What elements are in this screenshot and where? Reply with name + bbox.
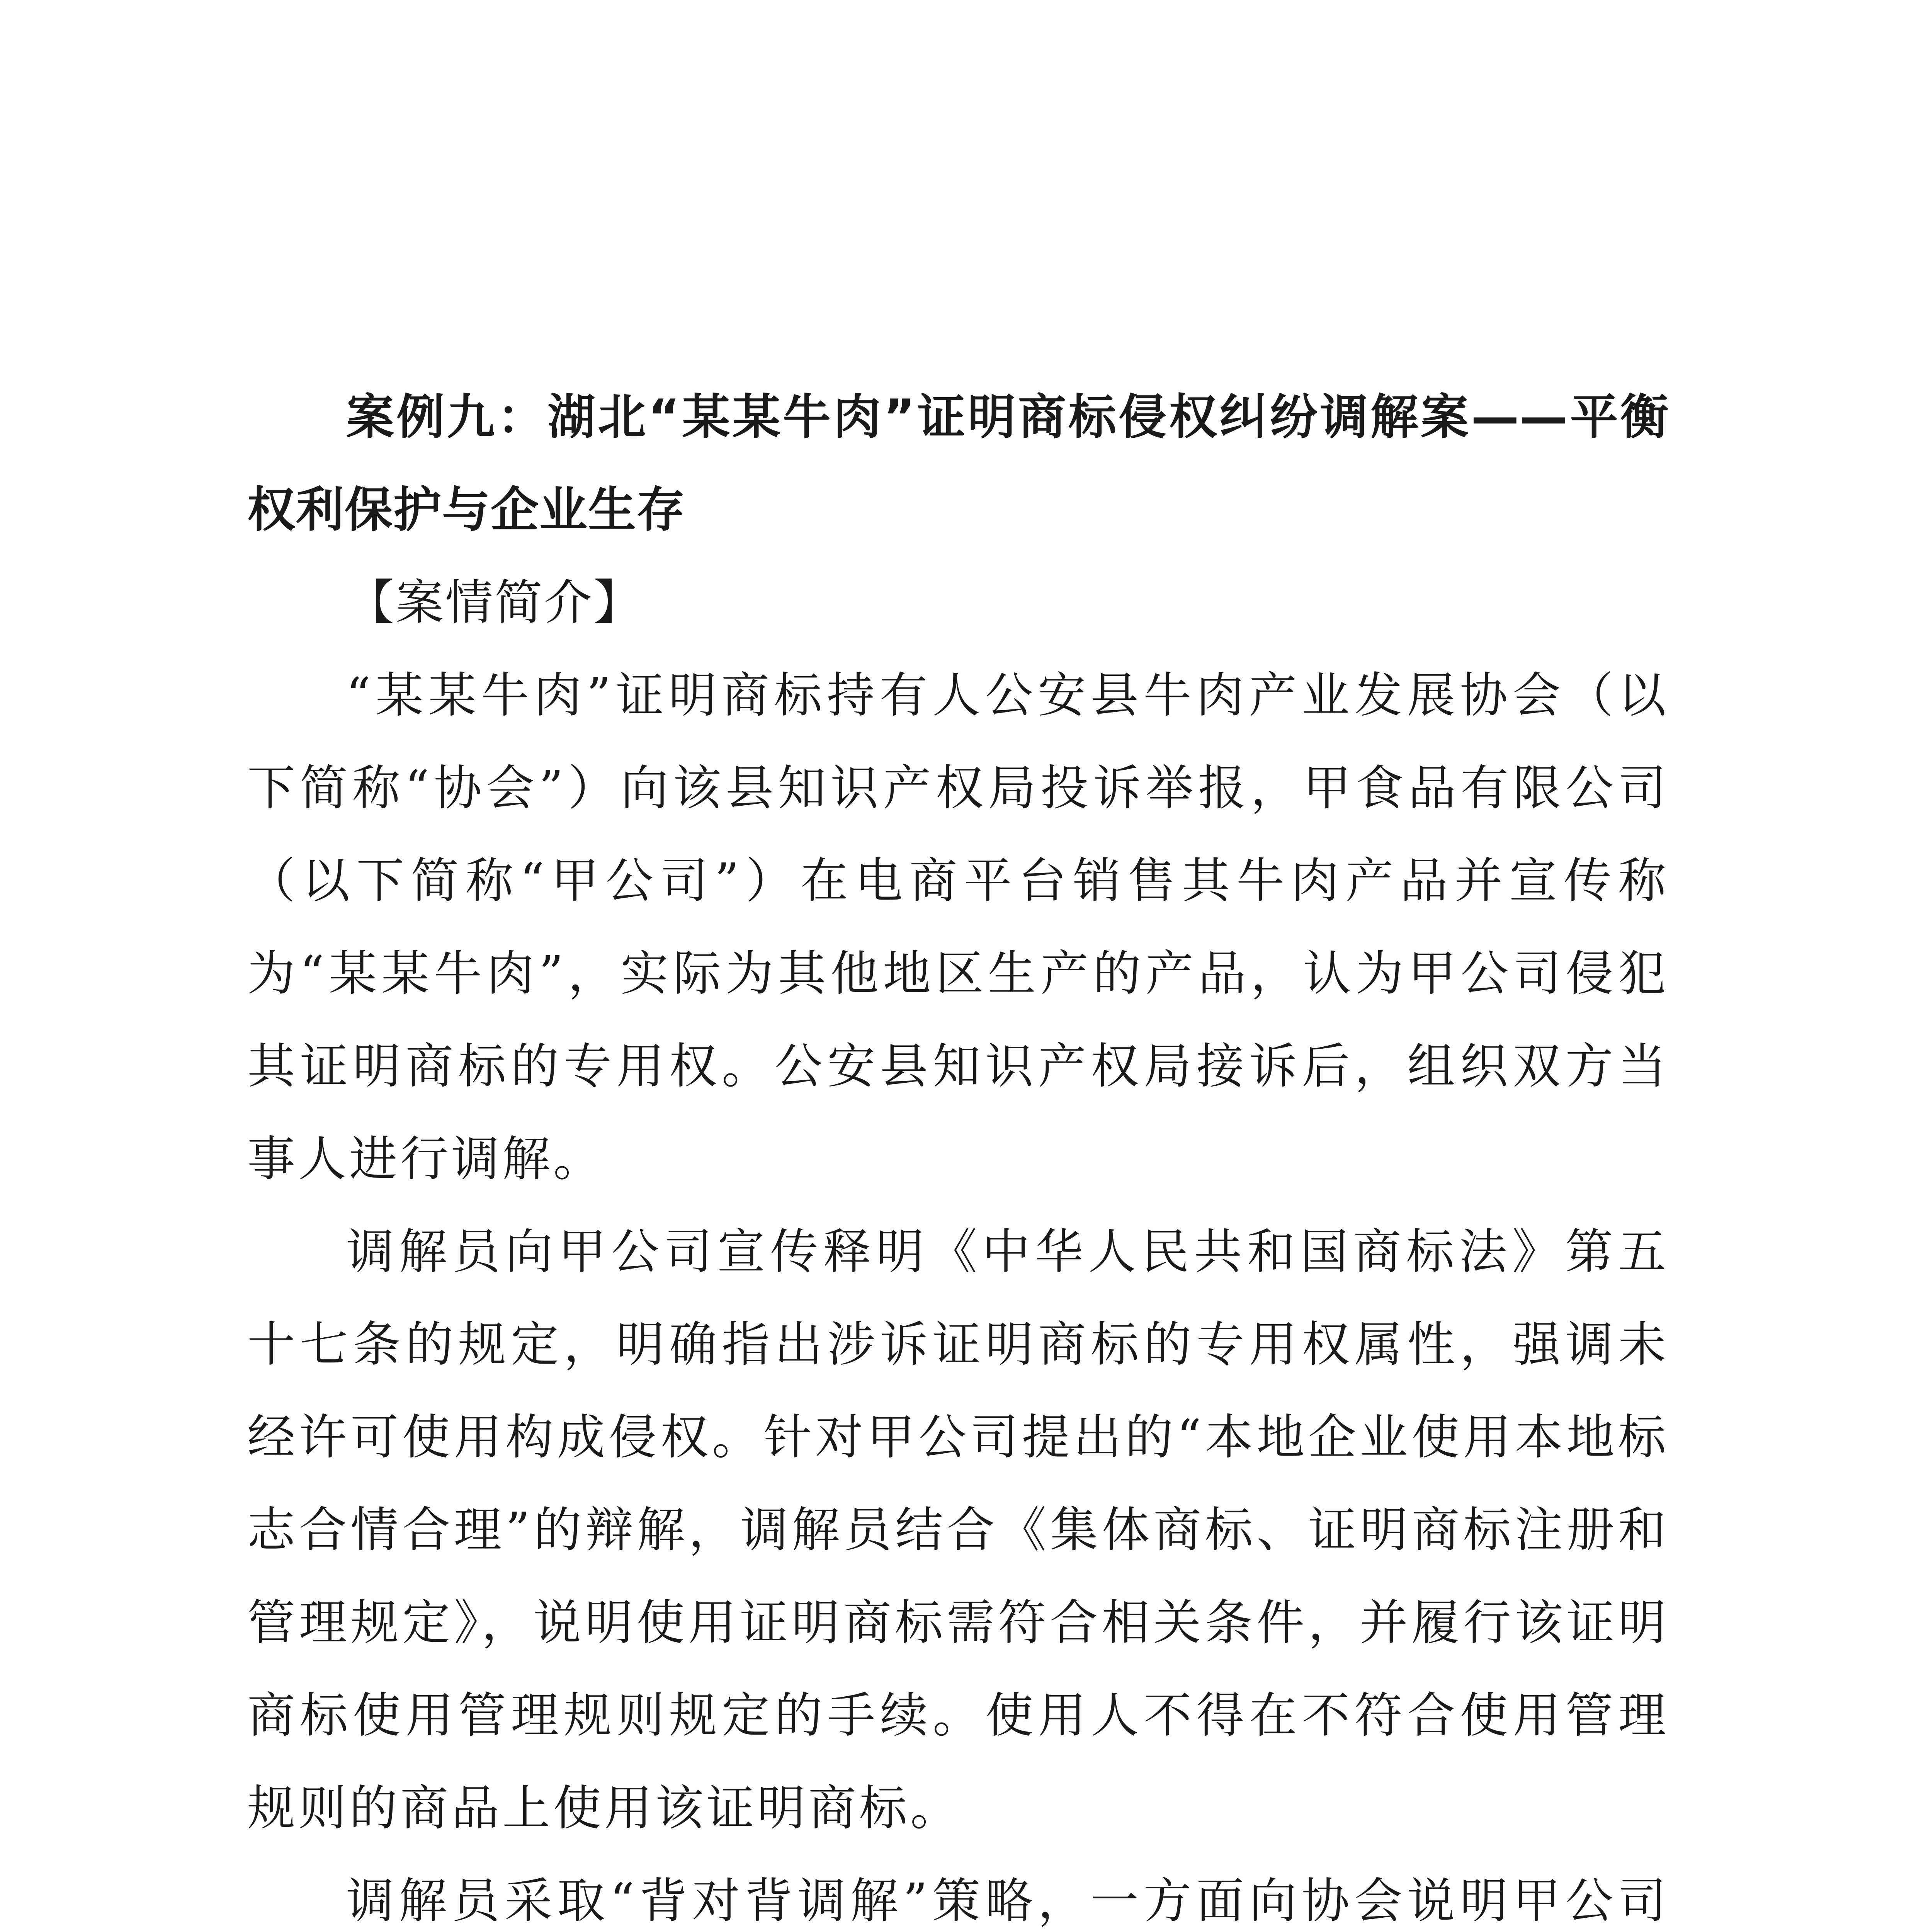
section-heading: 【案情简介】	[346, 575, 643, 631]
case-title: 案例九：湖北“某某牛肉”证明商标侵权纠纷调解案——平衡权利保护与企业生存	[247, 389, 1669, 538]
document-body	[247, 371, 1669, 1932]
paragraph-legal-explanation: 调解员向甲公司宣传释明《中华人民共和国商标法》第五十七条的规定，明确指出涉诉证明商标的专用权属性，强调未经许可使用构成侵权。针对甲公司提出的“本地企业使用本地标志合情合理”的辩解，调解员结合《集体商标、证明商标注册和管理规定》，说明使用证明商标需符合相关条件，并履行该证明商标使用管理规则规定的手续。使用人不得在不符合使用管理规则的商品上使用该证明商标。	[247, 1224, 1669, 1836]
paragraph-complaint: “某某牛肉”证明商标持有人公安县牛肉产业发展协会（以下简称“协会”）向该县知识产权局投诉举报，甲食品有限公司（以下简称“甲公司”）在电商平台销售其牛肉产品并宣传称为“某某牛肉”，实际为其他地区生产的产品，认为甲公司侵犯其证明商标的专用权。公安县知识产权局接诉后，组织双方当事人进行调解。	[247, 668, 1669, 1187]
paragraph-mediation-strategy: 调解员采取“背对背调解”策略，一方面向协会说明甲公司	[346, 1873, 1669, 1929]
